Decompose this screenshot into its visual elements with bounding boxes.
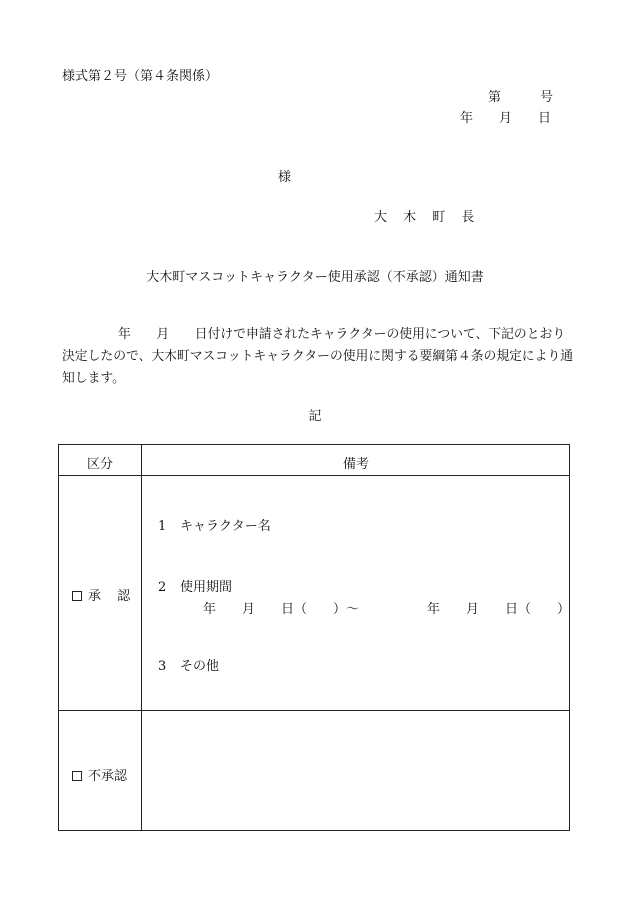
reject-option[interactable]: [72, 765, 127, 784]
approve-option[interactable]: [72, 585, 136, 604]
document-title: 大木町マスコットキャラクター使用承認（不承認）通知書: [146, 270, 484, 285]
header-category: 区分: [86, 457, 113, 472]
item-label: その他: [180, 659, 220, 674]
issuer: 大 木 町 長: [374, 210, 481, 225]
item-label: キャラクター名: [180, 519, 271, 534]
period-to: 年 月 日（ ）: [427, 602, 571, 617]
table-column-divider: [141, 445, 142, 830]
table-header-divider: [59, 475, 569, 476]
item-number: 1: [158, 519, 167, 534]
recipient-line: 様: [278, 170, 292, 185]
ki-heading: 記: [308, 409, 322, 424]
reject-label: 不承認: [88, 769, 128, 784]
item-usage-period: [158, 576, 232, 595]
form-label: 様式第２号（第４条関係）: [62, 69, 219, 84]
period-from: 年 月 日（ ）～: [203, 602, 360, 617]
item-character-name: [158, 515, 271, 534]
reject-checkbox[interactable]: [72, 771, 82, 781]
body-paragraph: 年 月 日付けで申請されたキャラクターの使用について、下記のとおり決定したので、大木町マスコットキャラクターの使用に関する要綱第４条の規定により通知します。: [62, 327, 574, 386]
item-number: 3: [158, 659, 167, 674]
approve-label: 承 認: [88, 589, 137, 604]
decision-table: [58, 444, 570, 831]
header-remarks: 備考: [342, 457, 369, 472]
item-other: [158, 655, 219, 674]
item-number: 2: [158, 580, 167, 595]
item-label: 使用期間: [180, 580, 233, 595]
table-row-divider: [59, 710, 569, 711]
document-date: 年 月 日: [460, 111, 552, 126]
document-number: 第 号: [488, 90, 554, 105]
approve-checkbox[interactable]: [72, 591, 82, 601]
